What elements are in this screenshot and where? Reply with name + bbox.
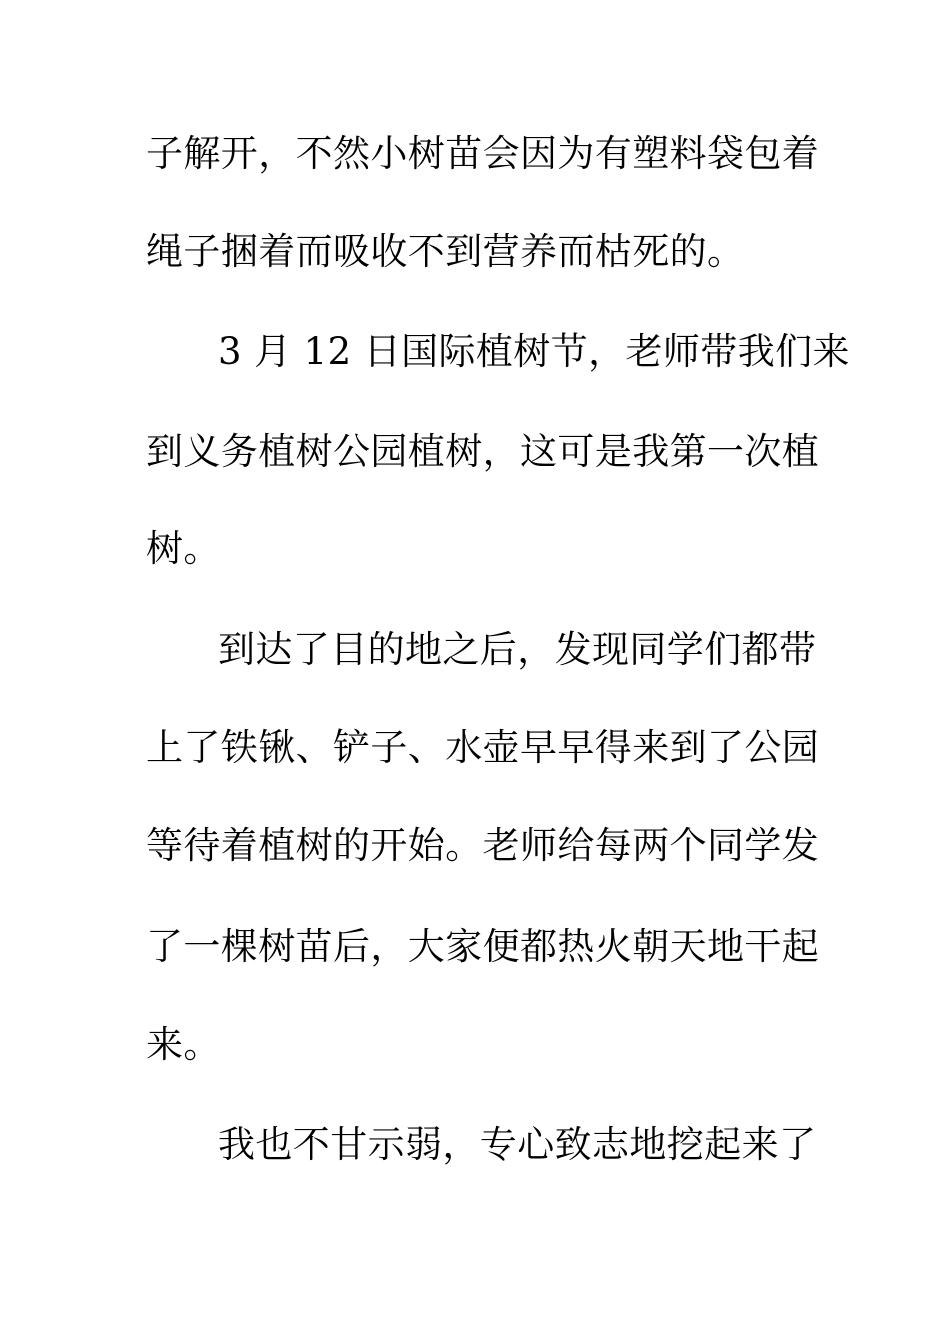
- text-line: 子解开，不然小树苗会因为有塑料袋包着: [146, 132, 820, 175]
- text-line: 了一棵树苗后，大家便都热火朝天地干起: [146, 925, 820, 968]
- text-line: 来。: [146, 1023, 221, 1066]
- paragraph-start-line: 到达了目的地之后，发现同学们都带: [218, 628, 817, 671]
- paragraph-start-line: 我也不甘示弱，专心致志地挖起来了: [218, 1123, 817, 1166]
- paragraph-start-line: 3 月 12 日国际植树节，老师带我们来: [218, 330, 850, 373]
- text-line: 绳子捆着而吸收不到营养而枯死的。: [146, 230, 745, 273]
- text-line: 树。: [146, 527, 221, 570]
- text-line: 上了铁锹、铲子、水壶早早得来到了公园: [146, 726, 820, 769]
- text-line: 到义务植树公园植树，这可是我第一次植: [146, 430, 820, 473]
- text-line: 等待着植树的开始。老师给每两个同学发: [146, 824, 820, 867]
